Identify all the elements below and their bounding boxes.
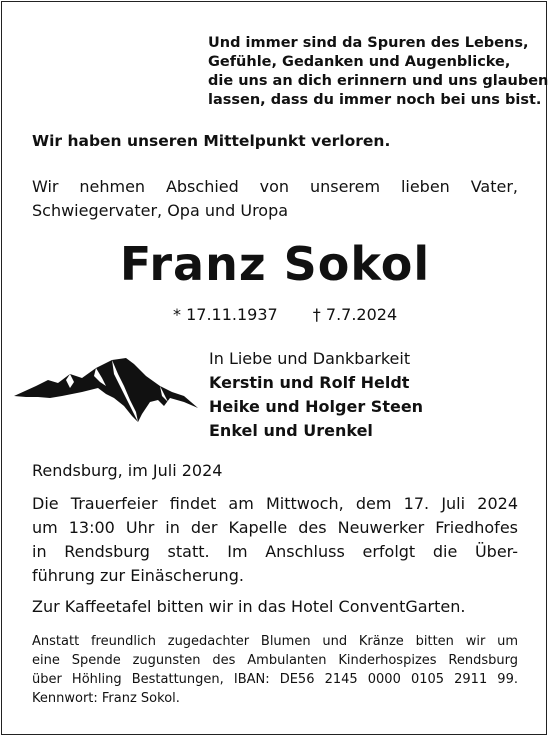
family-name: Enkel und Urenkel bbox=[209, 421, 373, 440]
donation-line: eine Spende zugunsten des Ambulanten Kinderhospizes Rendsburg bbox=[32, 653, 518, 668]
funeral-line: führung zur Einäscherung. bbox=[32, 566, 244, 585]
funeral-details bbox=[32, 492, 518, 588]
family-name: Heike und Holger Steen bbox=[209, 397, 424, 416]
coffee-invitation: Zur Kaffeetafel bitten wir in das Hotel ConventGarten. bbox=[32, 597, 466, 616]
intro-line: Schwiegervater, Opa und Uropa bbox=[32, 201, 289, 220]
family-name: Kerstin und Rolf Heldt bbox=[209, 373, 410, 392]
intro-text bbox=[32, 175, 518, 223]
memorial-poem bbox=[208, 34, 549, 110]
poem-line: Gefühle, Gedanken und Augenblicke, bbox=[208, 54, 511, 70]
headline: Wir haben unseren Mittelpunkt verloren. bbox=[32, 132, 391, 150]
donation-line: Kennwort: Franz Sokol. bbox=[32, 691, 180, 706]
donation-line: über Höhling Bestattungen, IBAN: DE56 2145 0000 0105 2911 99. bbox=[32, 672, 518, 687]
deceased-name: Franz Sokol bbox=[119, 237, 431, 291]
family-intro: In Liebe und Dankbarkeit bbox=[209, 349, 411, 368]
poem-line: Und immer sind da Spuren des Lebens, bbox=[208, 35, 529, 51]
funeral-line: Die Trauerfeier findet am Mittwoch, dem 17. Juli 2024 bbox=[32, 494, 518, 513]
intro-line: Wir nehmen Abschied von unserem lieben Vater, bbox=[32, 177, 518, 196]
place-date: Rendsburg, im Juli 2024 bbox=[32, 461, 223, 480]
funeral-line: um 13:00 Uhr in der Kapelle des Neuwerker Friedhofes bbox=[32, 518, 518, 537]
donation-request bbox=[32, 632, 518, 708]
poem-line: lassen, dass du immer noch bei uns bist. bbox=[208, 92, 542, 108]
life-dates bbox=[173, 305, 397, 324]
death-date: † 7.7.2024 bbox=[312, 305, 398, 324]
mountain-silhouette-icon bbox=[14, 356, 198, 424]
donation-line: Anstatt freundlich zugedachter Blumen und Kränze bitten wir um bbox=[32, 634, 518, 649]
family-signature bbox=[209, 347, 423, 443]
poem-line: die uns an dich erinnern und uns glauben bbox=[208, 73, 549, 89]
funeral-line: in Rendsburg statt. Im Anschluss erfolgt die Über- bbox=[32, 542, 518, 561]
birth-date: * 17.11.1937 bbox=[173, 305, 278, 324]
